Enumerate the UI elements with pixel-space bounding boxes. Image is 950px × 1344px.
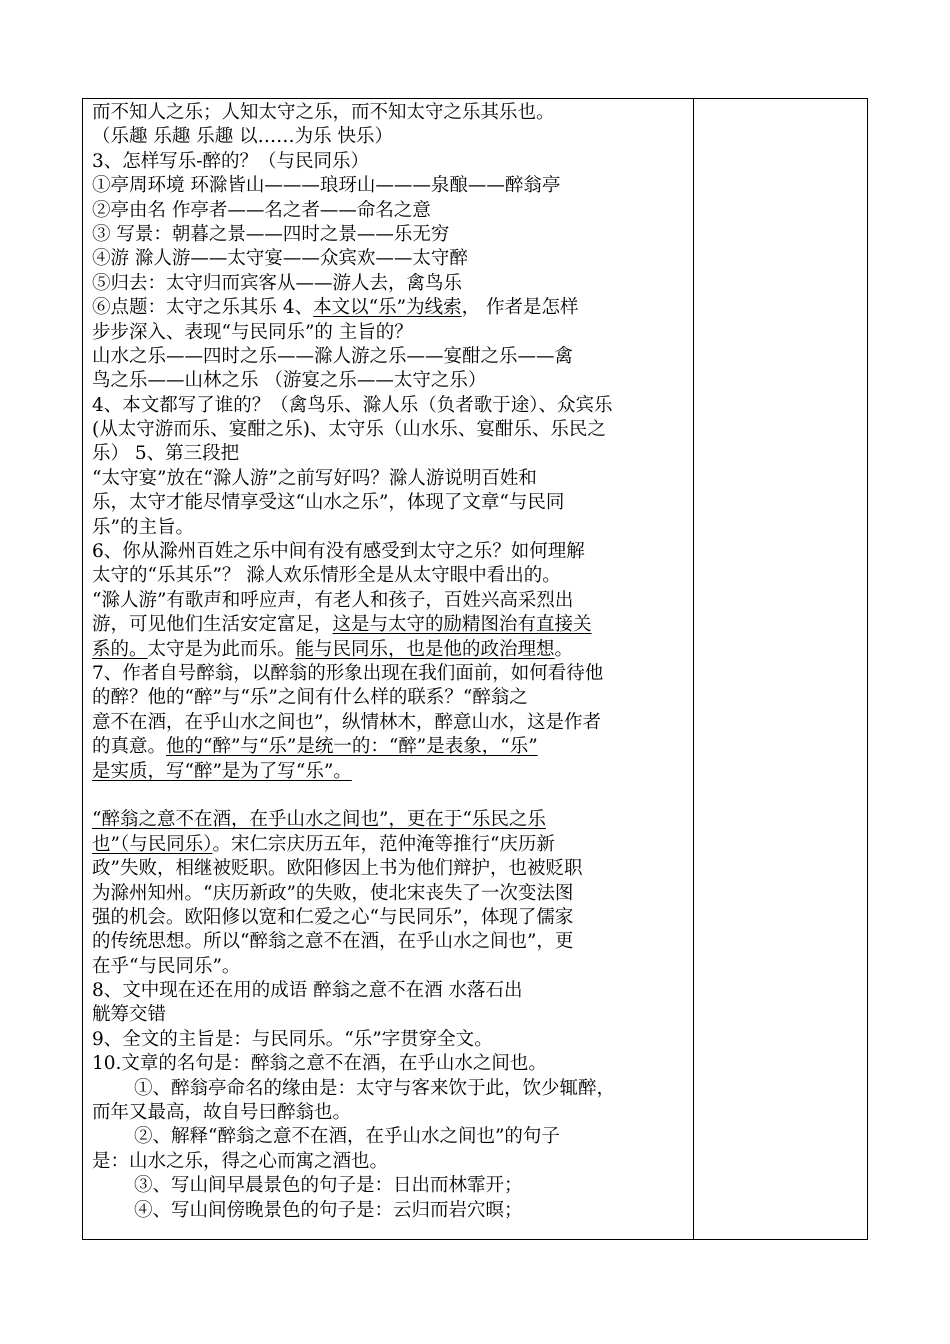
- blank-line: [92, 784, 688, 808]
- text-segment: 山水之乐——四时之乐——滁人游之乐——宴酣之乐——禽: [92, 345, 574, 367]
- text-segment: 6、你从滁州百姓之乐中间有没有感受到太守之乐？如何理解: [92, 541, 585, 563]
- text-segment: ⑤归去：太守归而宾客从——游人去，禽鸟乐: [92, 272, 463, 294]
- text-line: [92, 418, 688, 442]
- text-line: [92, 442, 688, 466]
- text-segment: 鸟之乐——山林之乐 （游宴之乐——太守之乐）: [92, 370, 487, 392]
- text-segment: ①亭周环境 环滁皆山———琅玡山———泉酿——醉翁亭: [92, 175, 561, 197]
- text-line: [92, 711, 688, 735]
- text-line: [92, 979, 688, 1003]
- text-line: [92, 833, 688, 857]
- text-segment: 7、作者自号醉翁，以醉翁的形象出现在我们面前，如何看待他: [92, 662, 604, 684]
- text-segment: 8、文中现在还在用的成语 醉翁之意不在酒 水落石出: [92, 980, 523, 1002]
- text-line: [92, 1125, 688, 1149]
- text-segment: 意不在酒，在乎山水之间也”，纵情林木，醉意山水，这是作者: [92, 711, 601, 733]
- column-divider: [693, 99, 694, 1239]
- text-segment: 10.文章的名句是：醉翁之意不在酒，在乎山水之间也。: [92, 1053, 547, 1075]
- underlined-text: 他的“醉”与“乐”是统一的：“醉”是表象，“乐”: [166, 736, 538, 758]
- text-line: [92, 760, 688, 784]
- text-line: [92, 638, 688, 662]
- table-left-cell: [92, 101, 688, 1223]
- text-segment: 的真意。: [92, 736, 167, 758]
- text-segment: 而不知人之乐；人知太守之乐，而不知太守之乐其乐也。: [92, 102, 555, 123]
- underlined-text: 是实质，写“醉”是为了写“乐”。: [92, 760, 352, 782]
- text-segment: 觥筹交错: [92, 1004, 167, 1026]
- text-line: [92, 174, 688, 198]
- text-line: [92, 296, 688, 320]
- text-line: [92, 735, 688, 759]
- text-segment: 是：山水之乐，得之心而寓之酒也。: [92, 1150, 389, 1172]
- underlined-text: 系的。: [92, 638, 148, 660]
- text-segment: 而年又最高，故自号曰醉翁也。: [92, 1102, 352, 1124]
- underlined-text: 能与民同乐，也是他的政治理想: [295, 638, 555, 660]
- text-segment: 4、本文都写了谁的？（禽鸟乐、滁人乐（负者歌于途）、众宾乐: [92, 394, 613, 416]
- text-line: [92, 125, 688, 149]
- text-line: [92, 1101, 688, 1125]
- text-segment: 太守是为此而乐。: [147, 638, 296, 660]
- text-segment: 。宋仁宗庆历五年，范仲淹等推行“庆历新: [212, 833, 555, 855]
- text-line: [92, 345, 688, 369]
- text-segment: 的醉？他的“醉”与“乐”之间有什么样的联系？“醉翁之: [92, 687, 528, 709]
- text-segment: “滁人游”有歌声和呼应声，有老人和孩子，百姓兴高采烈出: [92, 589, 574, 611]
- text-segment: 。: [554, 638, 574, 660]
- text-segment: ③、写山间早晨景色的句子是：日出而林霏开；: [134, 1175, 523, 1197]
- text-line: [92, 1028, 688, 1052]
- text-segment: 强的机会。欧阳修以宽和仁爱之心“与民同乐”，体现了儒家: [92, 906, 574, 928]
- text-line: [92, 1150, 688, 1174]
- text-line: [92, 516, 688, 540]
- text-segment: ③ 写景：朝暮之景——四时之景——乐无穷: [92, 223, 450, 245]
- underlined-text: 本文以“乐”为线索: [313, 297, 462, 319]
- text-line: [92, 247, 688, 271]
- text-line: [92, 272, 688, 296]
- text-line: [92, 394, 688, 418]
- text-line: [92, 150, 688, 174]
- text-segment: 政”失败，相继被贬职。欧阳修因上书为他们辩护，也被贬职: [92, 858, 583, 880]
- text-segment: “太守宴”放在“滁人游”之前写好吗？滁人游说明百姓和: [92, 467, 537, 489]
- text-segment: ②亭由名 作亭者——名之者——命名之意: [92, 199, 431, 221]
- text-line: [92, 369, 688, 393]
- text-line: [92, 613, 688, 637]
- text-segment: 乐，太守才能尽情享受这“山水之乐”，体现了文章“与民同: [92, 492, 565, 514]
- text-line: [92, 906, 688, 930]
- text-segment: 步步深入、表现“与民同乐”的 主旨的？: [92, 321, 413, 343]
- text-segment: 在乎“与民同乐”。: [92, 955, 241, 977]
- text-line: [92, 540, 688, 564]
- underlined-text: 这是与太守的励精图治有直接关: [332, 614, 592, 636]
- text-segment: ②、解释“醉翁之意不在酒，在乎山水之间也”的句子: [134, 1126, 560, 1148]
- text-line: [92, 101, 688, 125]
- text-segment: 游，可见他们生活安定富足，: [92, 614, 333, 636]
- underlined-text: 也”（与民同乐）: [92, 833, 213, 855]
- underlined-text: “醉翁之意不在酒，在乎山水之间也”，更在于“乐民之乐: [92, 809, 546, 831]
- text-segment: ⑥点题：太守之乐其乐 4、: [92, 297, 314, 319]
- text-line: [92, 857, 688, 881]
- text-segment: 太守的“乐其乐”？ 滁人欢乐情形全是从太守眼中看出的。: [92, 565, 561, 587]
- text-segment: ， 作者是怎样: [461, 297, 579, 319]
- text-line: [92, 808, 688, 832]
- text-line: [92, 882, 688, 906]
- text-segment: 的传统思想。所以“醉翁之意不在酒，在乎山水之间也”，更: [92, 931, 574, 953]
- text-segment: ④游 滁人游——太守宴——众宾欢——太守醉: [92, 248, 468, 270]
- text-line: [92, 467, 688, 491]
- text-line: [92, 589, 688, 613]
- text-line: [92, 491, 688, 515]
- text-segment: ①、醉翁亭命名的缘由是：太守与客来饮于此，饮少辄醉，: [134, 1077, 616, 1099]
- text-line: [92, 1174, 688, 1198]
- text-segment: 为滁州知州。“庆历新政”的失败，使北宋丧失了一次变法图: [92, 882, 574, 904]
- text-segment: ④、写山间傍晚景色的句子是：云归而岩穴暝；: [134, 1199, 523, 1221]
- text-line: [92, 321, 688, 345]
- text-line: [92, 564, 688, 588]
- text-line: [92, 223, 688, 247]
- text-segment: 9、全文的主旨是：与民同乐。“乐”字贯穿全文。: [92, 1028, 493, 1050]
- text-line: [92, 1052, 688, 1076]
- text-line: [92, 686, 688, 710]
- text-segment: 3、怎样写乐-醉的？（与民同乐）: [92, 150, 370, 172]
- text-segment: (从太守游而乐、宴酣之乐)、太守乐（山水乐、宴酣乐、乐民之: [92, 419, 606, 441]
- text-line: [92, 1199, 688, 1223]
- text-line: [92, 1077, 688, 1101]
- lesson-table: [82, 98, 868, 1240]
- text-line: [92, 199, 688, 223]
- text-line: [92, 1003, 688, 1027]
- text-line: [92, 955, 688, 979]
- text-segment: 乐”的主旨。: [92, 516, 194, 538]
- text-line: [92, 662, 688, 686]
- table-right-cell: [695, 99, 867, 1239]
- text-line: [92, 930, 688, 954]
- text-segment: 乐） 5、第三段把: [92, 443, 240, 465]
- text-segment: （乐趣 乐趣 乐趣 以……为乐 快乐）: [92, 126, 394, 148]
